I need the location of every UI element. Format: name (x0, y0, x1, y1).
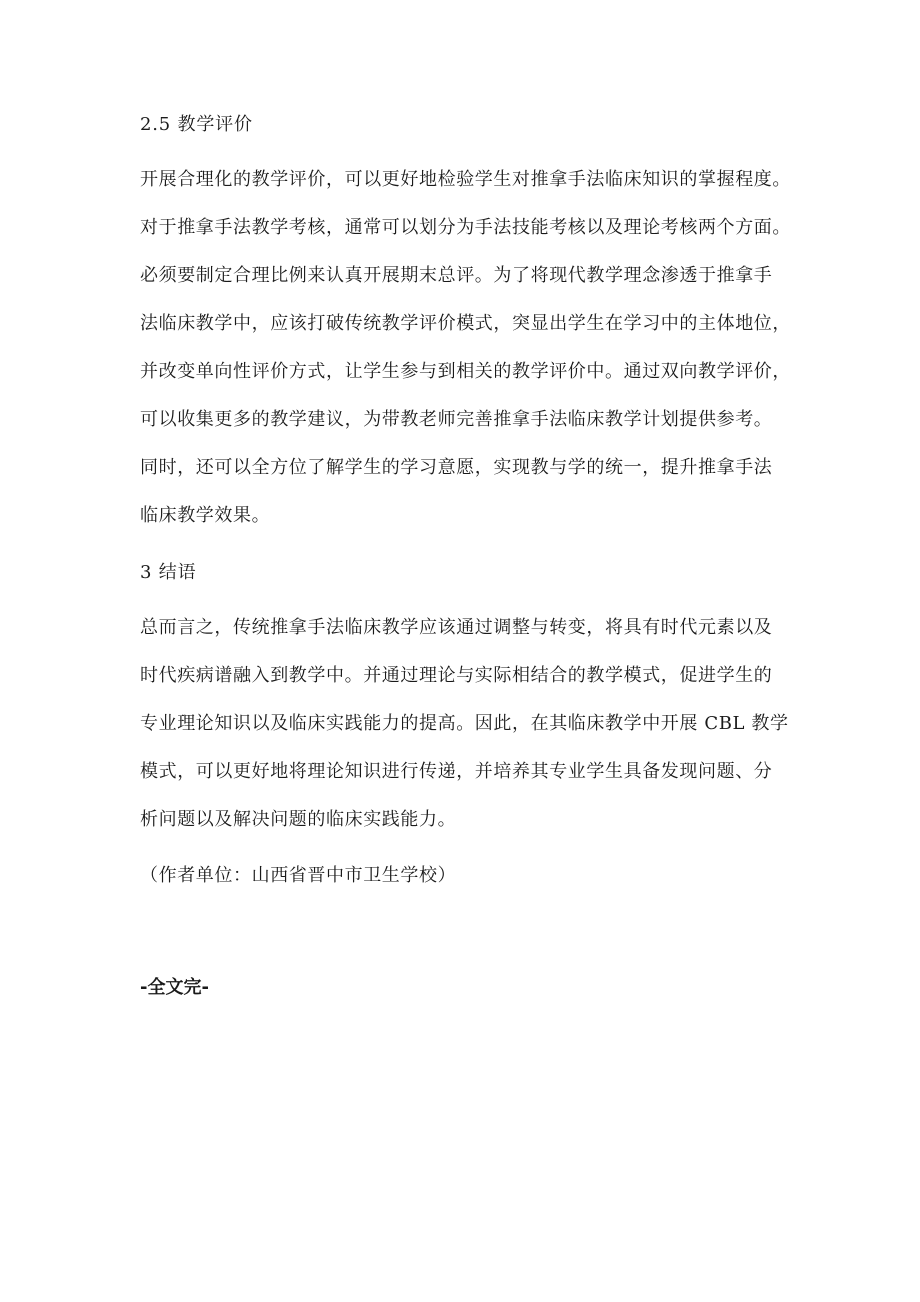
paragraph-line: 开展合理化的教学评价，可以更好地检验学生对推拿手法临床知识的掌握程度。 (140, 169, 791, 190)
paragraph-line: 模式，可以更好地将理论知识进行传递，并培养其专业学生具备发现问题、分 (140, 761, 773, 782)
paragraph-line: 总而言之，传统推拿手法临床教学应该通过调整与转变，将具有时代元素以及 (140, 617, 773, 638)
paragraph-line: 同时，还可以全方位了解学生的学习意愿，实现教与学的统一，提升推拿手法 (140, 457, 773, 478)
paragraph-line: 法临床教学中，应该打破传统教学评价模式，突显出学生在学习中的主体地位， (140, 313, 791, 334)
paragraph-line: 可以收集更多的教学建议，为带教老师完善推拿手法临床教学计划提供参考。 (140, 409, 773, 430)
paragraph-line: 专业理论知识以及临床实践能力的提高。因此，在其临床教学中开展 CBL 教学 (140, 713, 789, 734)
end-of-article-mark: -全文完- (140, 977, 209, 998)
paragraph-line: 时代疾病谱融入到教学中。并通过理论与实际相结合的教学模式，促进学生的 (140, 665, 773, 686)
paragraph-line: 临床教学效果。 (140, 505, 271, 526)
section-heading-2-5: 2.5 教学评价 (140, 114, 253, 135)
paragraph-line: 并改变单向性评价方式，让学生参与到相关的教学评价中。通过双向教学评价， (140, 361, 791, 382)
paragraph-line: 必须要制定合理比例来认真开展期末总评。为了将现代教学理念渗透于推拿手 (140, 265, 773, 286)
author-affiliation: （作者单位：山西省晋中市卫生学校） (140, 865, 457, 886)
section-heading-3: 3 结语 (140, 562, 197, 583)
paragraph-line: 对于推拿手法教学考核，通常可以划分为手法技能考核以及理论考核两个方面。 (140, 217, 791, 238)
paragraph-line: 析问题以及解决问题的临床实践能力。 (140, 809, 457, 830)
